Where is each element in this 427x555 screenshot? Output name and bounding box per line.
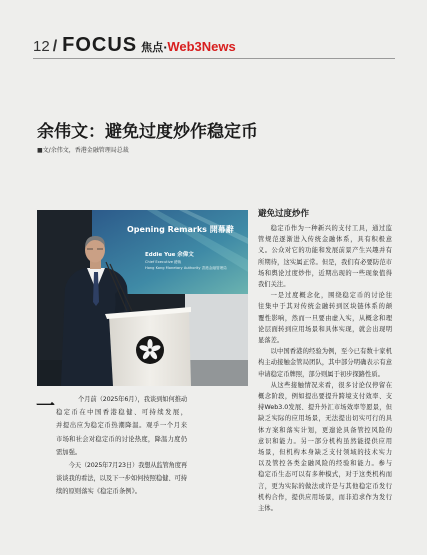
header-rule xyxy=(33,58,395,59)
text-line: 缺乏实际的应用场景，无法提出切实可行的具 xyxy=(258,415,392,423)
header-slash: / xyxy=(52,38,58,55)
paragraph xyxy=(56,393,187,459)
text-line: 续的原则落实《稳定币条例》。 xyxy=(56,488,142,496)
column-name: Web3News xyxy=(167,39,236,54)
text-line: 显落差。 xyxy=(258,337,284,345)
screen-title: Opening Remarks 開幕辭 xyxy=(127,225,234,234)
paragraph xyxy=(258,290,392,346)
screen-speaker-role: Chief Executive 總裁 xyxy=(145,260,182,264)
text-line: 意识和能力。另一部分机构虽然能提供应用 xyxy=(258,437,392,445)
text-line: 主体。 xyxy=(258,505,277,513)
text-line: 申请稳定币牌照，部分则属于初步探路性质。 xyxy=(258,370,384,378)
header-separator: · xyxy=(163,41,168,54)
speaker-tie xyxy=(93,272,99,306)
text-line: 个月前（2025年6月），我谈到如何推动 xyxy=(78,396,187,403)
section-body xyxy=(258,223,392,514)
page-header xyxy=(33,34,236,56)
text-line: 场和舆论过度炒作，近期出现的一些现象值得 xyxy=(258,269,392,277)
screen-organization: Hong Kong Monetary Authority 香港金融管理局 xyxy=(145,266,227,270)
screen-speaker-name: Eddie Yue 余偉文 xyxy=(145,252,194,258)
text-line: 覆性影响，然而一旦要由虚入实，从概念和理 xyxy=(258,314,392,322)
section-name: FOCUS xyxy=(62,34,138,56)
text-line: 机构合作，提供应用场景，而非追求作为发行 xyxy=(258,493,392,501)
paragraph xyxy=(258,223,392,290)
text-line: 管规范逐渐进入传统金融体系，具有积极意 xyxy=(258,236,392,244)
text-line: 从这些接触情况来看，很多讨论仅停留在 xyxy=(270,381,392,389)
text-line: 论层面转到应用场景和具体实现，就会出现明 xyxy=(258,325,392,333)
speaker-photo xyxy=(37,210,248,386)
section-name-cn: 焦点 xyxy=(141,41,164,54)
text-line: 体方案和落实计划，更遑论具备管控风险的 xyxy=(258,426,392,434)
text-line: 所期待，这实属正常。但是，我们有必要防范市 xyxy=(258,258,392,266)
paragraph xyxy=(56,459,187,499)
text-line: 言，更为实际的做法或许是与其他稳定币发行 xyxy=(258,482,392,490)
text-line: 稳定币生态可以有多种模式，对于这类机构而 xyxy=(258,471,392,479)
text-line: 概念阶段，例如提出要提升跨境支付效率、支 xyxy=(258,393,392,401)
text-line: 稳定币作为一种新兴的支付工具，通过监 xyxy=(270,225,392,232)
text-line: 以及管控各类金融风险的经验和能力。参与 xyxy=(258,460,392,468)
text-line: 场景，但机构本身缺乏支付领域的技术实力 xyxy=(258,449,392,457)
text-line: 谈谈我的看法，以及下一步如何按照稳健、可持 xyxy=(56,475,187,483)
paragraph xyxy=(258,346,392,380)
podium xyxy=(105,307,191,386)
text-line: 稳定币在中国香港稳健、可持续发展， xyxy=(56,409,187,417)
text-line: 持Web3.0发展、提升外汇市场效率等愿景，但 xyxy=(258,404,392,412)
article-byline: ■文/余伟文，香港金融管理局总裁 xyxy=(37,147,129,154)
text-line: 今天（2025年7月23日）我想从监管角度再 xyxy=(68,462,187,470)
text-line: 义。公众对它的功能和发展前景产生兴趣并有 xyxy=(258,247,392,255)
text-line: 往集中于其对传统金融转到区块链体系的颠 xyxy=(258,303,392,311)
intro-column xyxy=(56,393,187,499)
right-column xyxy=(258,207,392,514)
article-title: 余伟文：避免过度炒作稳定币 xyxy=(37,122,258,142)
text-line: 构主动接触金管局团队，其中部分明确表示有意 xyxy=(258,359,392,367)
paragraph xyxy=(258,380,392,514)
text-line: 以中国香港的经验为例，至今已有数十家机 xyxy=(270,348,392,356)
hkma-logo xyxy=(136,336,164,364)
text-line: 需加强。 xyxy=(56,448,82,456)
drop-cap: 一 xyxy=(36,395,56,417)
text-line: 一是过度概念化，围绕稳定币的讨论往 xyxy=(270,292,392,300)
article-photo xyxy=(37,210,248,386)
section-heading: 避免过度炒作 xyxy=(258,209,310,219)
text-line: 市场和社会对稳定币的讨论热度，降温力度仍 xyxy=(56,435,187,443)
text-line: 并提出应为稳定币热潮降温。观乎一个月来 xyxy=(56,422,187,430)
page-number: 12 xyxy=(33,38,50,55)
text-line: 我们关注。 xyxy=(258,281,290,289)
